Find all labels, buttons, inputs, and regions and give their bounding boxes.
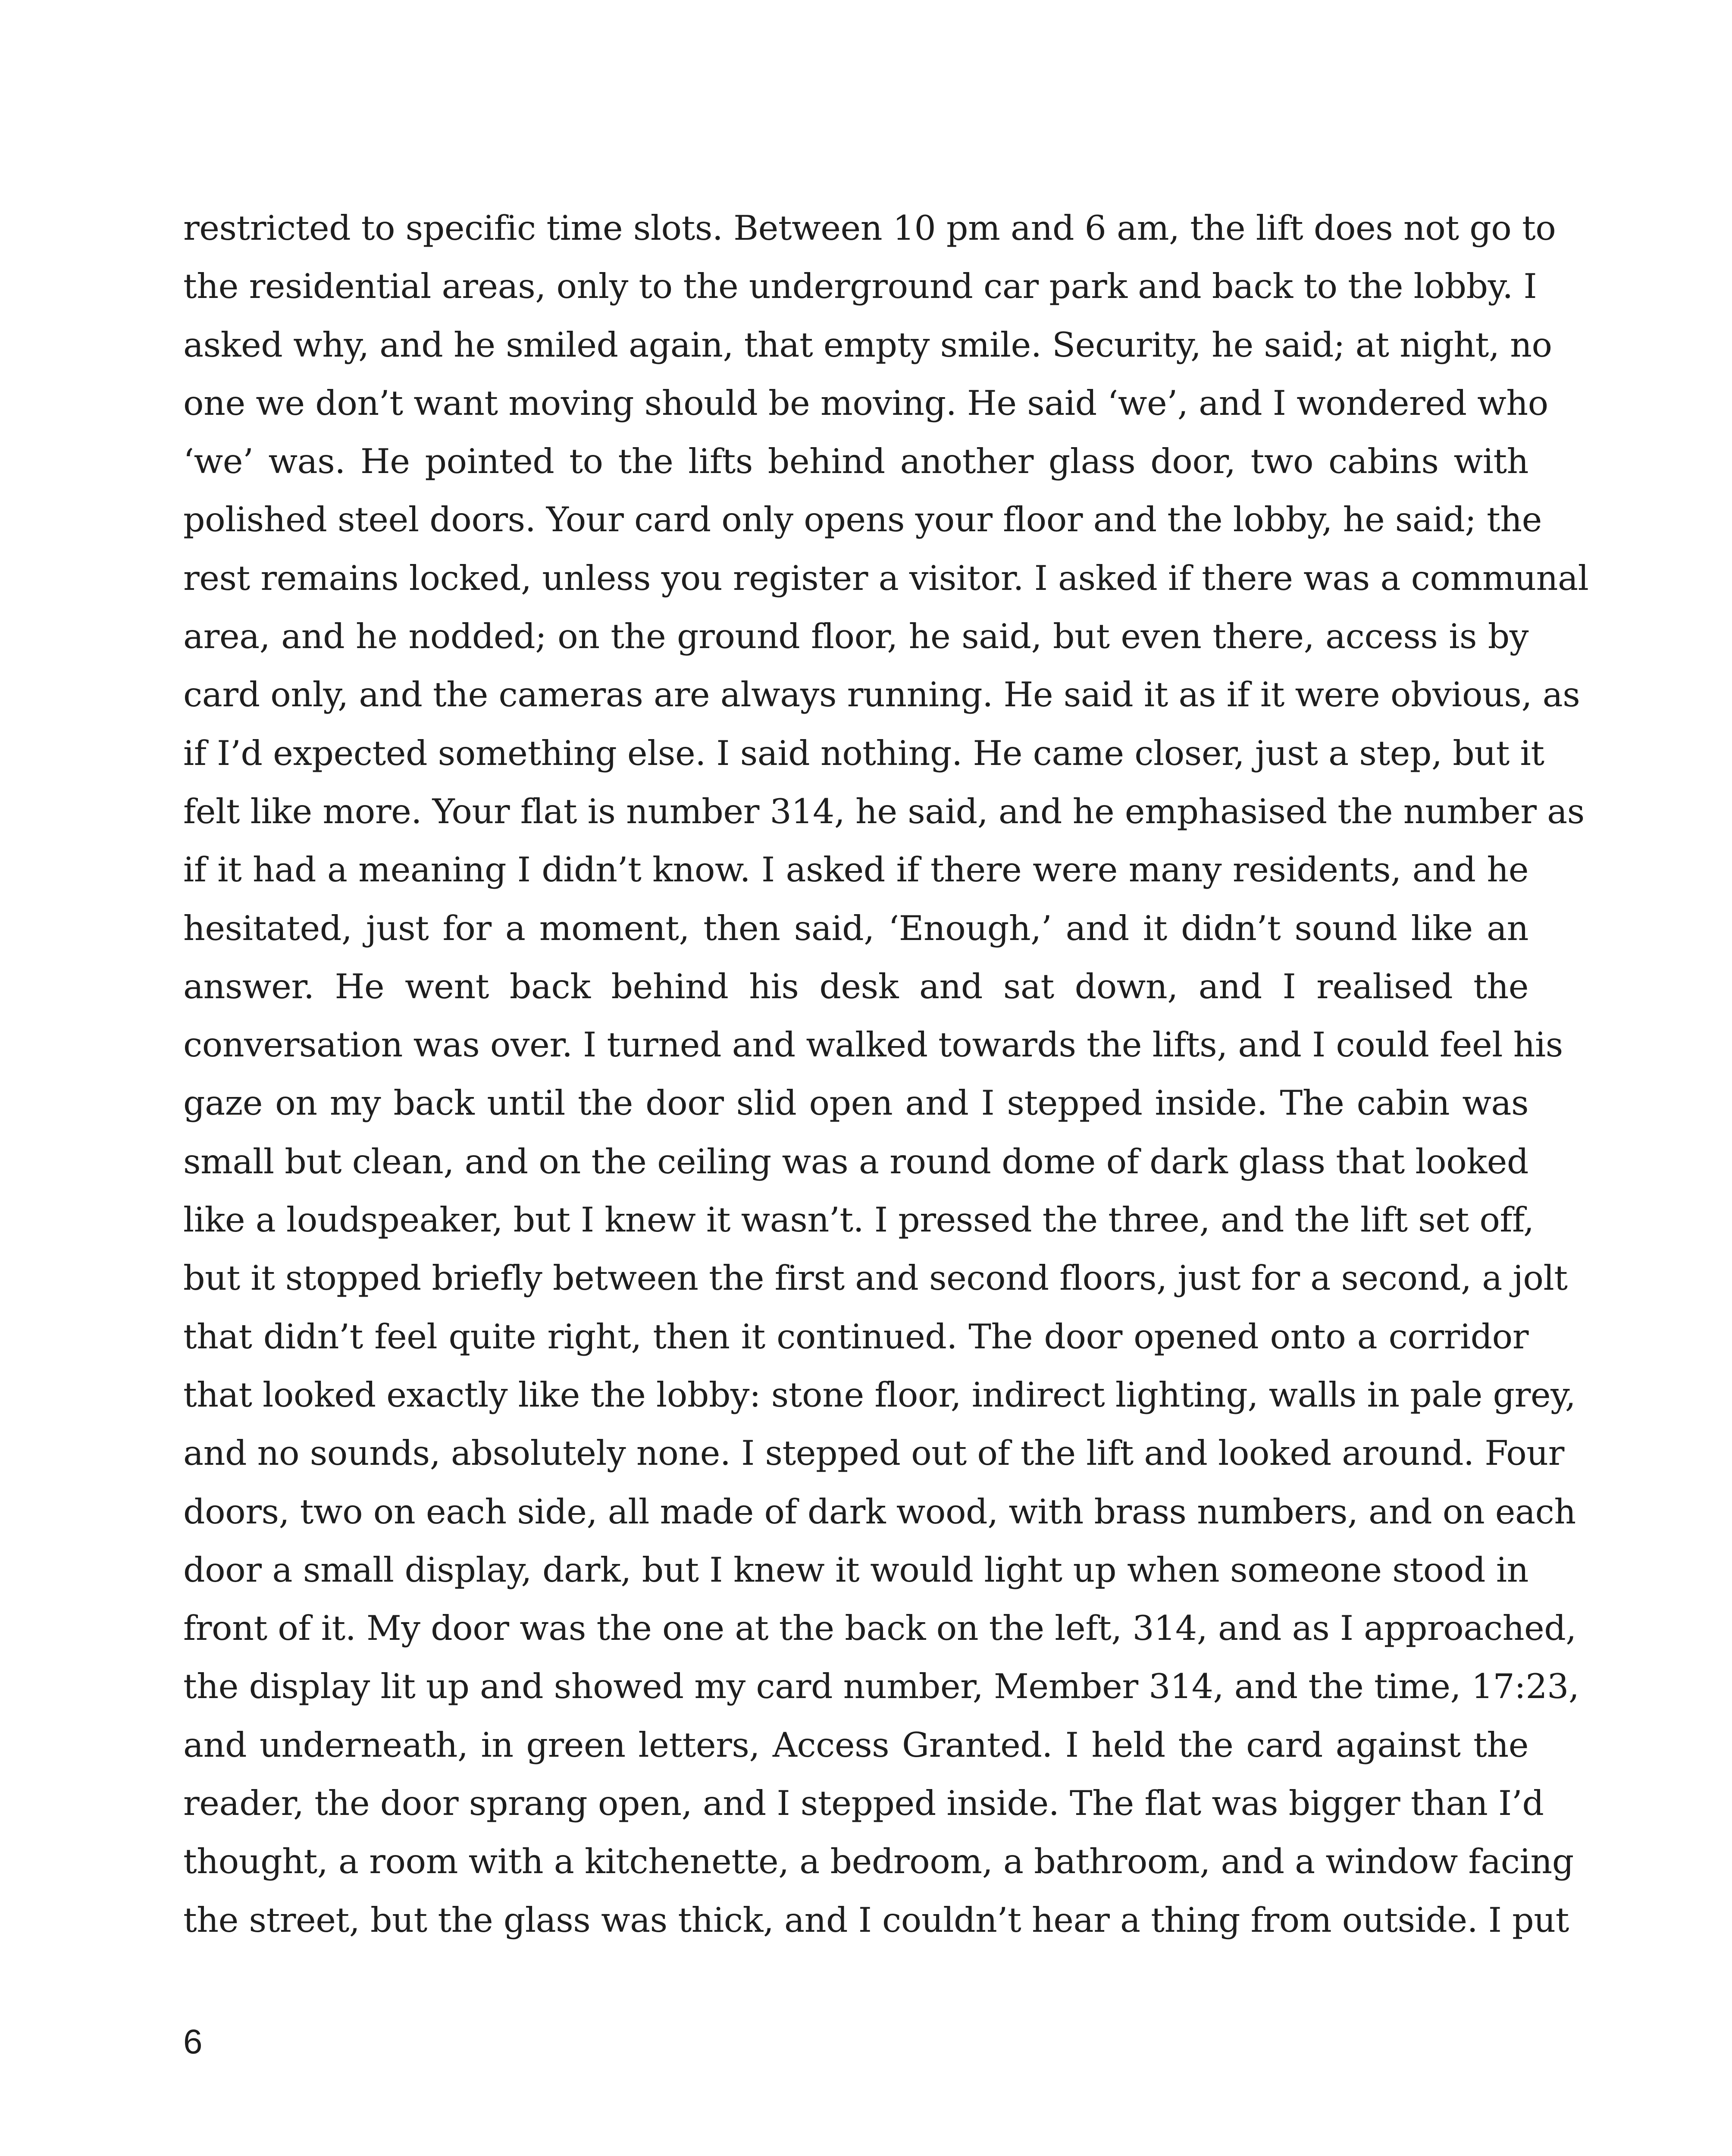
- text-line-14: answer. He went back behind his desk and sat down, and I realised the: [183, 966, 1528, 1006]
- text-line-17: small but clean, and on the ceiling was a round dome of dark glass that looked: [183, 1141, 1528, 1181]
- text-line-30: the street, but the glass was thick, and I couldn’t hear a thing from outside. I put: [183, 1900, 1569, 1940]
- text-line-24: door a small display, dark, but I knew it would light up when someone stood in: [183, 1550, 1528, 1590]
- text-line-20: that didn’t feel quite right, then it continued. The door opened onto a corridor: [183, 1316, 1528, 1357]
- text-line-1: restricted to specific time slots. Between 10 pm and 6 am, the lift does not go to: [183, 208, 1556, 248]
- text-line-4: one we don’t want moving should be moving. He said ‘we’, and I wondered who: [183, 383, 1548, 423]
- text-line-23: doors, two on each side, all made of dark wood, with brass numbers, and on each: [183, 1492, 1576, 1532]
- text-line-25: front of it. My door was the one at the back on the left, 314, and as I approached,: [183, 1608, 1576, 1648]
- text-line-26: the display lit up and showed my card number, Member 314, and the time, 17:23,: [183, 1667, 1579, 1707]
- text-line-15: conversation was over. I turned and walked towards the lifts, and I could feel his: [183, 1025, 1563, 1065]
- text-line-16: gaze on my back until the door slid open and I stepped inside. The cabin was: [183, 1083, 1528, 1123]
- text-line-27: and underneath, in green letters, Access Granted. I held the card against the: [183, 1725, 1528, 1765]
- text-line-29: thought, a room with a kitchenette, a bedroom, a bathroom, and a window facing: [183, 1842, 1574, 1882]
- text-line-12: if it had a meaning I didn’t know. I asked if there were many residents, and he: [183, 850, 1528, 890]
- text-line-2: the residential areas, only to the underground car park and back to the lobby. I: [183, 266, 1537, 307]
- text-line-19: but it stopped briefly between the first and second floors, just for a second, a jolt: [183, 1258, 1568, 1298]
- text-line-3: asked why, and he smiled again, that empty smile. Security, he said; at night, no: [183, 325, 1552, 365]
- text-line-18: like a loudspeaker, but I knew it wasn’t. I pressed the three, and the lift set off,: [183, 1200, 1534, 1240]
- text-line-10: if I’d expected something else. I said nothing. He came closer, just a step, but it: [183, 733, 1544, 773]
- text-line-5: ‘we’ was. He pointed to the lifts behind another glass door, two cabins with: [183, 442, 1528, 482]
- page-number: 6: [183, 2022, 203, 2061]
- text-line-21: that looked exactly like the lobby: stone floor, indirect lighting, walls in pale grey,: [183, 1375, 1576, 1415]
- body-text: [183, 199, 1589, 1949]
- text-line-6: polished steel doors. Your card only opens your floor and the lobby, he said; the: [183, 500, 1542, 540]
- text-line-9: card only, and the cameras are always running. He said it as if it were obvious, as: [183, 675, 1580, 715]
- text-line-11: felt like more. Your flat is number 314, he said, and he emphasised the number as: [183, 791, 1585, 831]
- text-line-8: area, and he nodded; on the ground floor, he said, but even there, access is by: [183, 617, 1528, 657]
- text-line-22: and no sounds, absolutely none. I stepped out of the lift and looked around. Four: [183, 1433, 1564, 1473]
- text-line-13: hesitated, just for a moment, then said, ‘Enough,’ and it didn’t sound like an: [183, 908, 1528, 948]
- text-line-7: rest remains locked, unless you register a visitor. I asked if there was a communal: [183, 558, 1589, 598]
- text-line-28: reader, the door sprang open, and I stepped inside. The flat was bigger than I’d: [183, 1783, 1544, 1824]
